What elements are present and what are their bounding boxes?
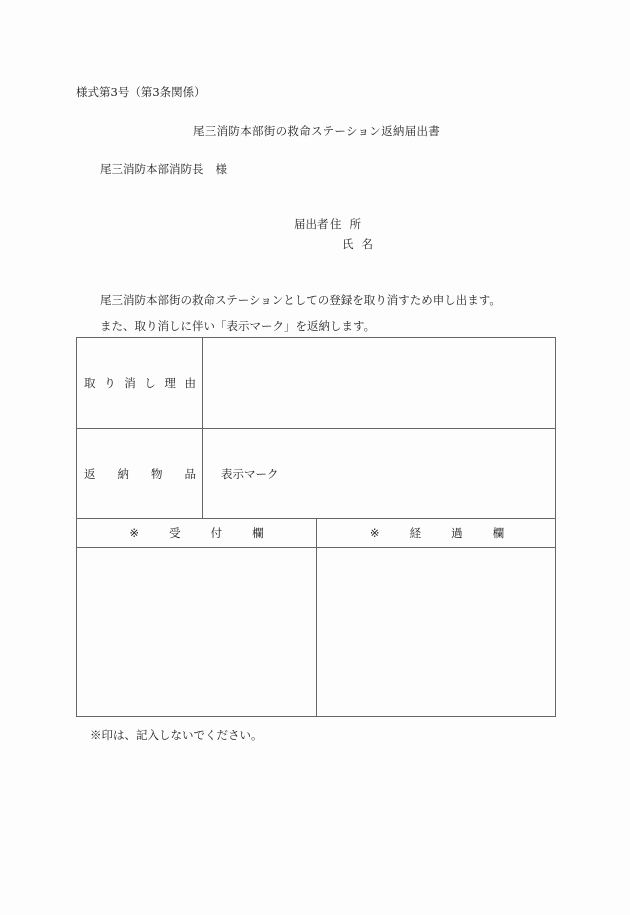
returned-item-label: 返 納 物 品 bbox=[77, 429, 203, 518]
footer-note: ※印は、記入しないでください。 bbox=[90, 728, 263, 742]
address-label: 住所 bbox=[330, 217, 369, 231]
applicant-label: 届出者 bbox=[294, 217, 329, 231]
body-line-2: また、取り消しに伴い「表示マーク」を返納します。 bbox=[100, 319, 376, 333]
cancel-reason-label: 取 り 消 し 理 由 bbox=[77, 338, 203, 428]
addressee-honorific: 様 bbox=[215, 162, 227, 176]
body-line-1: 尾三消防本部街の救命ステーションとしての登録を取り消すため申し出ます。 bbox=[100, 293, 501, 307]
returned-item-value: 表示マーク bbox=[221, 466, 279, 481]
progress-header: ※ 経 過 欄 bbox=[369, 526, 505, 540]
form-number: 様式第3号（第3条関係） bbox=[76, 85, 206, 99]
addressee-name: 尾三消防本部消防長 bbox=[100, 162, 204, 176]
address-field[interactable] bbox=[390, 214, 550, 232]
reception-field bbox=[77, 548, 317, 716]
progress-field bbox=[317, 548, 557, 716]
table-row-cancel-reason bbox=[77, 338, 555, 429]
reception-header: ※ 受 付 欄 bbox=[77, 519, 317, 547]
table-row-returned-item bbox=[77, 429, 555, 519]
document-title: 尾三消防本部街の救命ステーション返納届出書 bbox=[193, 124, 441, 138]
table-row-office-use bbox=[77, 548, 555, 716]
name-label: 氏名 bbox=[342, 237, 381, 251]
form-table bbox=[76, 337, 556, 717]
name-field[interactable] bbox=[390, 234, 550, 252]
cancel-reason-field[interactable] bbox=[203, 338, 555, 428]
table-row-office-headers bbox=[77, 519, 555, 548]
addressee bbox=[100, 161, 227, 177]
